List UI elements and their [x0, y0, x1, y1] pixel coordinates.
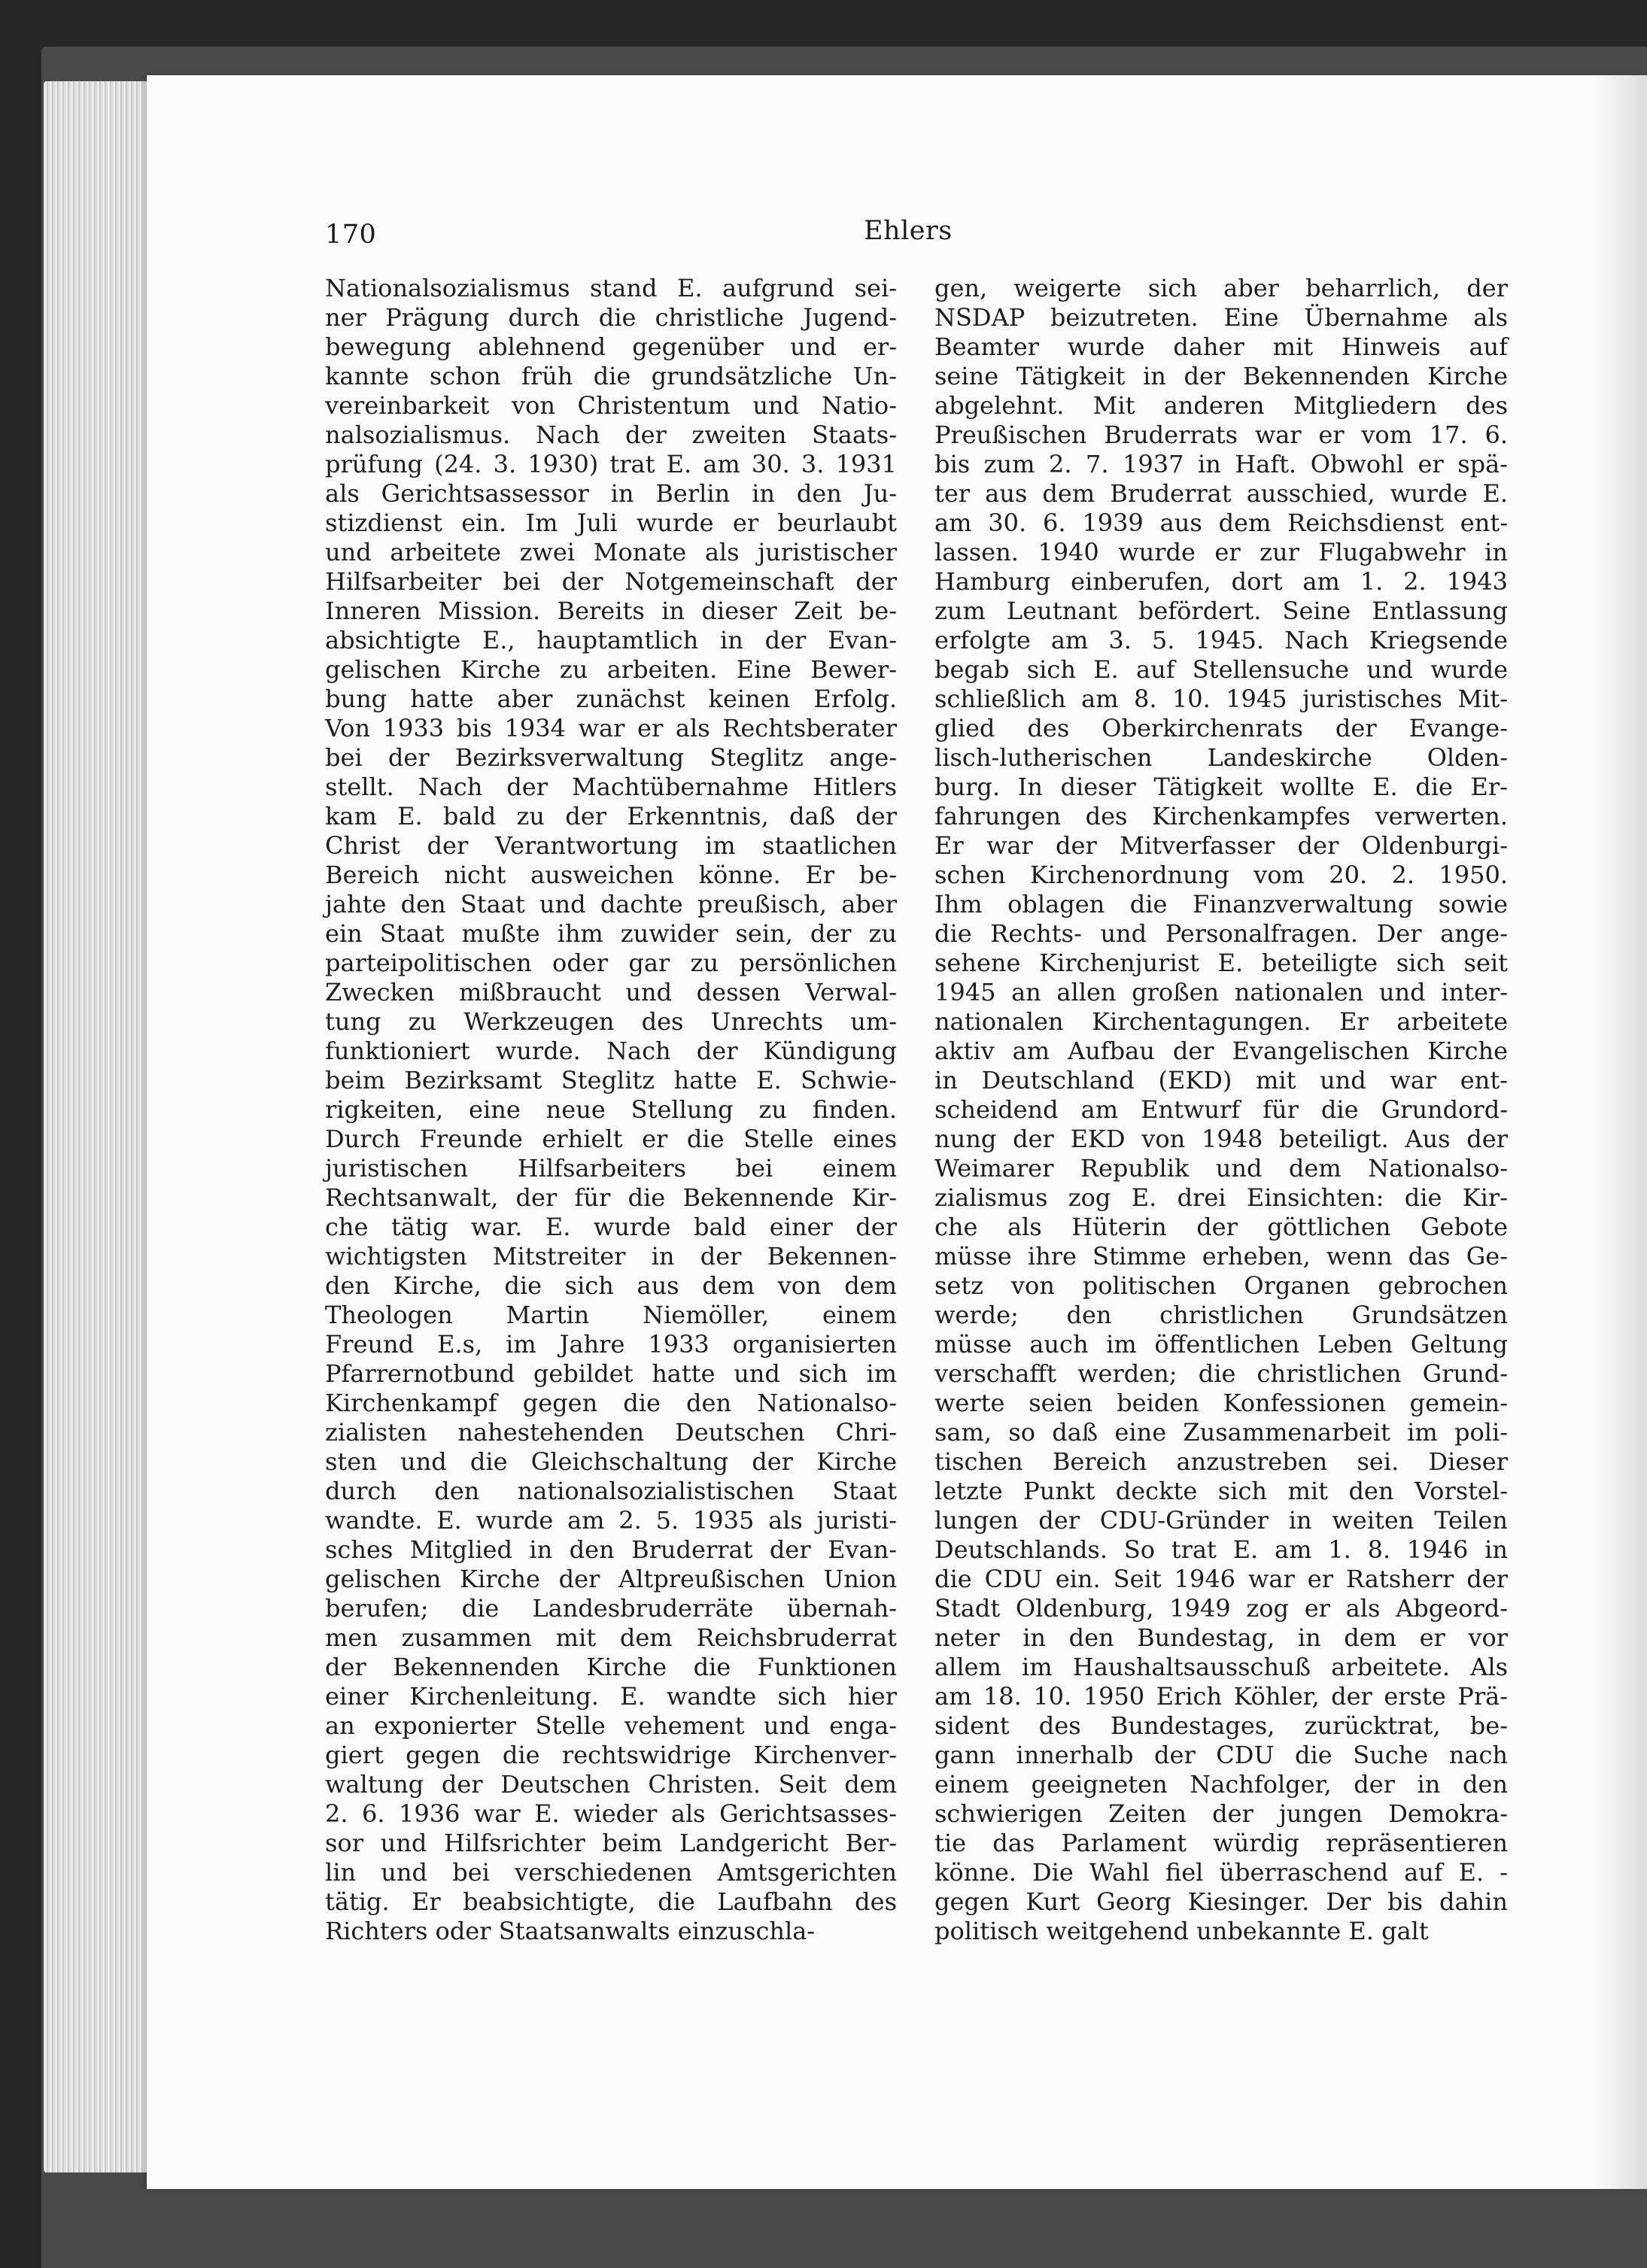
text-line: sehene Kirchenjurist E. beteiligte sich seit	[934, 949, 1508, 977]
text-line: bis zum 2. 7. 1937 in Haft. Obwohl er spä-	[934, 450, 1508, 478]
text-line: ein Staat mußte ihm zuwider sein, der zu	[325, 919, 897, 948]
text-line: am 30. 6. 1939 aus dem Reichsdienst ent-	[934, 509, 1508, 537]
text-line: allem im Haushaltsausschuß arbeitete. Als	[934, 1653, 1508, 1681]
text-line: berufen; die Landesbruderräte übernah-	[325, 1594, 897, 1623]
text-line: lungen der CDU-Gründer in weiten Teilen	[934, 1506, 1508, 1535]
text-line: neter in den Bundestag, in dem er vor	[934, 1623, 1508, 1652]
text-line: bewegung ablehnend gegenüber und er-	[325, 332, 897, 361]
text-line: sident des Bundestages, zurücktrat, be-	[934, 1711, 1508, 1740]
text-line: letzte Punkt deckte sich mit den Vorstel-	[934, 1477, 1508, 1505]
text-line: begab sich E. auf Stellensuche und wurde	[934, 655, 1508, 684]
text-line: NSDAP beizutreten. Eine Übernahme als	[934, 303, 1508, 332]
text-line: ter aus dem Bruderrat ausschied, wurde E.	[934, 479, 1508, 508]
text-line: könne. Die Wahl fiel überraschend auf E. -	[934, 1858, 1508, 1887]
running-head: Ehlers	[864, 216, 953, 246]
text-line: tie das Parlament würdig repräsentieren	[934, 1829, 1508, 1857]
text-line: Inneren Mission. Bereits in dieser Zeit be-	[325, 597, 897, 625]
text-line: wandte. E. wurde am 2. 5. 1935 als juristi-	[325, 1506, 897, 1535]
text-line: Von 1933 bis 1934 war er als Rechtsberater	[325, 714, 897, 742]
text-line: verschafft werden; die christlichen Grund-	[934, 1359, 1508, 1388]
text-column-left	[325, 274, 897, 1946]
text-line: Ihm oblagen die Finanzverwaltung sowie	[934, 890, 1508, 918]
text-line: zum Leutnant befördert. Seine Entlassung	[934, 597, 1508, 625]
text-line: che als Hüterin der göttlichen Gebote	[934, 1213, 1508, 1241]
text-line: abgelehnt. Mit anderen Mitgliedern des	[934, 391, 1508, 420]
text-line: erfolgte am 3. 5. 1945. Nach Kriegsende	[934, 626, 1508, 654]
text-line: Beamter wurde daher mit Hinweis auf	[934, 332, 1508, 361]
text-line: che tätig war. E. wurde bald einer der	[325, 1213, 897, 1241]
text-line: einer Kirchenleitung. E. wandte sich hier	[325, 1682, 897, 1711]
text-line: Freund E.s, im Jahre 1933 organisierten	[325, 1330, 897, 1359]
text-line: den Kirche, die sich aus dem von dem	[325, 1271, 897, 1300]
text-line: fahrungen des Kirchenkampfes verwerten.	[934, 802, 1508, 830]
text-line: funktioniert wurde. Nach der Kündigung	[325, 1037, 897, 1065]
text-line: als Gerichtsassessor in Berlin in den Ju-	[325, 479, 897, 508]
text-line: sor und Hilfsrichter beim Landgericht Ber-	[325, 1829, 897, 1857]
text-line: waltung der Deutschen Christen. Seit dem	[325, 1770, 897, 1799]
text-line: zialismus zog E. drei Einsichten: die Kir-	[934, 1183, 1508, 1212]
text-line: sten und die Gleichschaltung der Kirche	[325, 1447, 897, 1476]
text-line: schwierigen Zeiten der jungen Demokra-	[934, 1799, 1508, 1828]
text-line: sam, so daß eine Zusammenarbeit im poli-	[934, 1418, 1508, 1447]
text-line: parteipolitischen oder gar zu persönlichen	[325, 949, 897, 977]
text-line: Richters oder Staatsanwalts einzuschla-	[325, 1917, 816, 1945]
text-line: die Rechts- und Personalfragen. Der ange-	[934, 919, 1508, 948]
text-line: Er war der Mitverfasser der Oldenburgi-	[934, 831, 1508, 860]
text-line: lassen. 1940 wurde er zur Flugabwehr in	[934, 538, 1508, 566]
text-line: Pfarrernotbund gebildet hatte und sich im	[325, 1359, 897, 1388]
text-line: gann innerhalb der CDU die Suche nach	[934, 1741, 1508, 1769]
text-line: nung der EKD von 1948 beteiligt. Aus der	[934, 1125, 1508, 1153]
text-line: lisch-lutherischen Landeskirche Olden-	[934, 743, 1508, 772]
text-line: juristischen Hilfsarbeiters bei einem	[325, 1154, 897, 1183]
text-line: tätig. Er beabsichtigte, die Laufbahn des	[325, 1887, 897, 1916]
text-line: an exponierter Stelle vehement und enga-	[325, 1711, 897, 1740]
text-line: politisch weitgehend unbekannte E. galt	[934, 1917, 1429, 1945]
text-line: die CDU ein. Seit 1946 war er Ratsherr der	[934, 1565, 1508, 1593]
text-line: Stadt Oldenburg, 1949 zog er als Abgeord-	[934, 1594, 1508, 1623]
text-line: 2. 6. 1936 war E. wieder als Gerichtsasses-	[325, 1799, 897, 1828]
text-line: tung zu Werkzeugen des Unrechts um-	[325, 1007, 897, 1036]
text-line: seine Tätigkeit in der Bekennenden Kirche	[934, 362, 1508, 390]
text-line: gelischen Kirche zu arbeiten. Eine Bewer-	[325, 655, 897, 684]
text-line: gegen Kurt Georg Kiesinger. Der bis dahin	[934, 1887, 1508, 1916]
text-line: giert gegen die rechtswidrige Kirchenver-	[325, 1741, 897, 1769]
text-line: werde; den christlichen Grundsätzen	[934, 1301, 1508, 1329]
text-line: Kirchenkampf gegen die den Nationalso-	[325, 1389, 897, 1417]
text-line: rigkeiten, eine neue Stellung zu finden.	[325, 1095, 897, 1124]
text-line: lin und bei verschiedenen Amtsgerichten	[325, 1858, 897, 1887]
text-line: einem geeigneten Nachfolger, der in den	[934, 1770, 1508, 1799]
text-line: Deutschlands. So trat E. am 1. 8. 1946 in	[934, 1535, 1508, 1564]
text-line: Rechtsanwalt, der für die Bekennende Kir-	[325, 1183, 897, 1212]
text-line: tischen Bereich anzustreben sei. Dieser	[934, 1447, 1508, 1476]
text-line: am 18. 10. 1950 Erich Köhler, der erste Prä-	[934, 1682, 1508, 1711]
text-line: gelischen Kirche der Altpreußischen Union	[325, 1565, 897, 1593]
text-line: burg. In dieser Tätigkeit wollte E. die Er-	[934, 773, 1508, 801]
text-line: Weimarer Republik und dem Nationalso-	[934, 1154, 1508, 1183]
gutter-shadow	[1594, 75, 1647, 2189]
text-line: Nationalsozialismus stand E. aufgrund sei-	[325, 274, 897, 302]
text-line: sches Mitglied in den Bruderrat der Evan-	[325, 1535, 897, 1564]
text-line: vereinbarkeit von Christentum und Natio-	[325, 391, 897, 420]
text-line: Bereich nicht ausweichen könne. Er be-	[325, 861, 897, 889]
text-line: 1945 an allen großen nationalen und inter-	[934, 978, 1508, 1006]
text-line: Christ der Verantwortung im staatlichen	[325, 831, 897, 860]
text-line: ner Prägung durch die christliche Jugend-	[325, 303, 897, 332]
text-line: scheidend am Entwurf für die Grundord-	[934, 1095, 1508, 1124]
text-line: Preußischen Bruderrats war er vom 17. 6.	[934, 421, 1508, 449]
text-line: müsse ihre Stimme erheben, wenn das Ge-	[934, 1242, 1508, 1271]
text-line: durch den nationalsozialistischen Staat	[325, 1477, 897, 1505]
text-line: Theologen Martin Niemöller, einem	[325, 1301, 897, 1329]
text-line: müsse auch im öffentlichen Leben Geltung	[934, 1330, 1508, 1359]
text-line: schen Kirchenordnung vom 20. 2. 1950.	[934, 861, 1508, 889]
text-line: bung hatte aber zunächst keinen Erfolg.	[325, 685, 897, 713]
text-line: prüfung (24. 3. 1930) trat E. am 30. 3. 1931	[325, 450, 897, 478]
text-line: schließlich am 8. 10. 1945 juristisches Mit-	[934, 685, 1508, 713]
text-line: beim Bezirksamt Steglitz hatte E. Schwie-	[325, 1066, 897, 1095]
text-line: glied des Oberkirchenrats der Evange-	[934, 714, 1508, 742]
text-line: und arbeitete zwei Monate als juristischer	[325, 538, 897, 566]
page-edges	[44, 81, 156, 2172]
text-line: men zusammen mit dem Reichsbruderrat	[325, 1623, 897, 1652]
text-line: nalsozialismus. Nach der zweiten Staats-	[325, 421, 897, 449]
text-line: nationalen Kirchentagungen. Er arbeitete	[934, 1007, 1508, 1036]
text-column-right	[934, 274, 1508, 1946]
page-number: 170	[325, 220, 377, 250]
text-line: kam E. bald zu der Erkenntnis, daß der	[325, 802, 897, 830]
text-line: Durch Freunde erhielt er die Stelle eines	[325, 1125, 897, 1153]
text-line: in Deutschland (EKD) mit und war ent-	[934, 1066, 1508, 1095]
text-line: setz von politischen Organen gebrochen	[934, 1271, 1508, 1300]
text-line: Hilfsarbeiter bei der Notgemeinschaft der	[325, 567, 897, 596]
text-line: gen, weigerte sich aber beharrlich, der	[934, 274, 1508, 302]
text-line: werte seien beiden Konfessionen gemein-	[934, 1389, 1508, 1417]
text-line: der Bekennenden Kirche die Funktionen	[325, 1653, 897, 1681]
text-line: bei der Bezirksverwaltung Steglitz ange-	[325, 743, 897, 772]
text-line: stizdienst ein. Im Juli wurde er beurlaubt	[325, 509, 897, 537]
text-line: zialisten nahestehenden Deutschen Chri-	[325, 1418, 897, 1447]
text-line: stellt. Nach der Machtübernahme Hitlers	[325, 773, 897, 801]
text-line: absichtigte E., hauptamtlich in der Evan-	[325, 626, 897, 654]
text-line: kannte schon früh die grundsätzliche Un-	[325, 362, 897, 390]
text-line: aktiv am Aufbau der Evangelischen Kirche	[934, 1037, 1508, 1065]
text-line: jahte den Staat und dachte preußisch, aber	[325, 890, 897, 918]
text-line: Hamburg einberufen, dort am 1. 2. 1943	[934, 567, 1508, 596]
text-line: Zwecken mißbraucht und dessen Verwal-	[325, 978, 897, 1006]
text-line: wichtigsten Mitstreiter in der Bekennen-	[325, 1242, 897, 1271]
